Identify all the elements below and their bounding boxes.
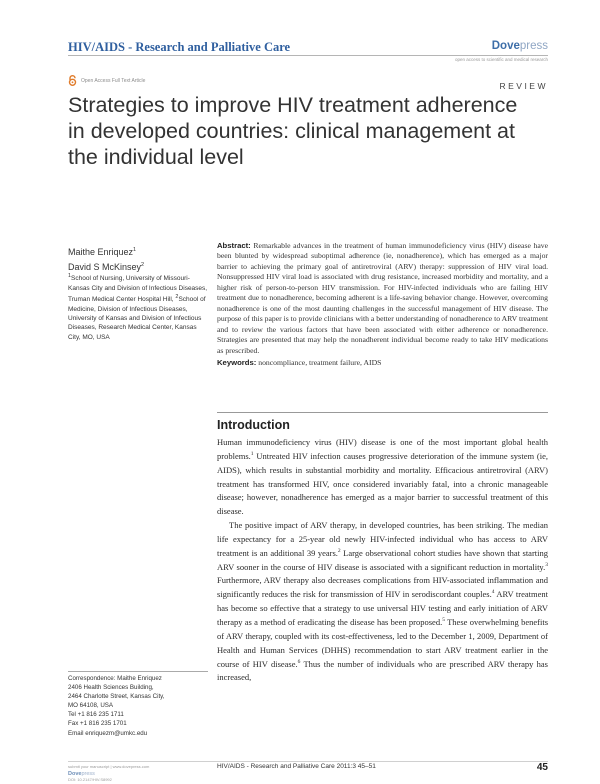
paragraph: [217, 436, 548, 519]
reference-marker: 4: [491, 589, 495, 596]
publisher-tagline: open access to scientific and medical research: [454, 57, 548, 62]
footer-left: [68, 764, 149, 784]
reference-marker: 6: [297, 658, 301, 665]
correspondence-tel: Tel +1 816 235 1711: [68, 711, 124, 719]
keywords-text: noncompliance, treatment failure, AIDS: [258, 357, 382, 367]
correspondence-divider: [68, 671, 208, 672]
correspondence-address-line: 2464 Charlotte Street, Kansas City,: [68, 693, 165, 701]
journal-title: HIV/AIDS - Research and Palliative Care: [68, 40, 291, 54]
affiliation-text: School of Medicine, Division of Infectious Diseases, University of Kansas and Division of Infectious Diseases, Research Medical Center, Kansas City, MO, USA: [68, 296, 206, 341]
open-access-lock-icon: [68, 75, 77, 86]
keywords-label: Keywords:: [217, 357, 257, 367]
article-title: Strategies to improve HIV treatment adherence in developed countries: clinical management at the individual level: [68, 93, 518, 169]
correspondence-block: [68, 674, 208, 738]
author-list: [68, 244, 144, 274]
abstract-text: Remarkable advances in the treatment of human immunodeficiency virus (HIV) disease have been blunted by widespread suboptimal adherence (ie, nonadherence), which has emerged as a major barrier to achieving the primary goal of antiretroviral (ARV) therapy: suppression of HIV viral load. Nonsuppressed HIV viral load is associated with drug resistance, increased morbidity and mortality, and a higher risk of person-to-person HIV transmission. For HIV-infected individuals who are failing HIV treatment due to nonadherence, becoming adherent is a life-saving behavior change. However, overcoming nonadherence is one of the most daunting challenges in the successful management of HIV disease. The purpose of this paper is to provide clinicians with a better understanding of nonadherence to ARV treatment and to review the various factors that have been associated with either adherence or nonadherence. Strategies are presented that may help the nonadherent individual become ready to take HIV medications as prescribed.: [217, 241, 549, 355]
open-access-badge: [68, 75, 145, 86]
abstract-divider: [217, 412, 548, 413]
body-text: ARV treatment has become so effective that a strategy to use universal HIV testing and early initiation of ARV therapy as a method of eradicating the disease has been proposed.: [217, 589, 548, 627]
body-text: Furthermore, ARV therapy also decreases complications from HIV-associated inflammation and significantly reduces the risk for transmission of HIV in serodiscordant couples.: [217, 575, 548, 600]
open-access-label: Open Access Full Text Article: [81, 77, 146, 84]
reference-marker: 2: [337, 547, 341, 554]
footer-brand-bold: Dove: [68, 770, 82, 777]
section-heading-introduction: Introduction: [217, 418, 290, 432]
correspondence-email[interactable]: Email enriquezm@umkc.edu: [68, 729, 148, 737]
publisher-name-light: press: [519, 40, 548, 52]
reference-marker: 5: [442, 617, 445, 624]
correspondence-address-line: 2406 Health Sciences Building,: [68, 684, 154, 692]
header-divider: [68, 55, 548, 56]
correspondence-label: Correspondence: Maithe Enriquez: [68, 675, 162, 682]
body-text: These overwhelming benefits of ARV therapy, coupled with its cost-effectiveness, led to the December 1, 2009, Department of Health and Human Services (DHHS) recommendation to start ARV treatment earlier in the course of HIV disease.: [217, 616, 549, 669]
body-text: The positive impact of ARV therapy, in developed countries, has been striking. The median life expectancy for a 25-year old newly HIV-infected individual who has access to ARV treatment is an additional 39 years.: [217, 520, 548, 558]
affiliation-text: School of Nursing, University of Missouri-Kansas City and Division of Infectious Diseases, Truman Medical Center Hospital Hill,: [68, 275, 208, 304]
paragraph: [217, 519, 548, 685]
publisher-logo: [492, 40, 548, 52]
abstract-label: Abstract:: [217, 241, 251, 250]
body-text: Thus the number of individuals who are prescribed ARV therapy has increased,: [217, 658, 548, 683]
abstract: [217, 241, 548, 368]
author-affiliation-marker: 2: [141, 262, 145, 268]
reference-marker: 1: [250, 451, 254, 458]
reference-marker: 3: [545, 561, 548, 568]
footer-brand-light: press: [81, 770, 95, 777]
page-number: 45: [536, 762, 548, 773]
correspondence-fax: Fax +1 816 235 1701: [68, 720, 127, 728]
publisher-name-bold: Dove: [491, 40, 520, 52]
body-text: Large observational cohort studies have shown that starting ARV sooner in the course of HIV disease is associated with a significant reduction in mortality.: [217, 547, 549, 572]
submit-manuscript-link[interactable]: submit your manuscript | www.dovepress.com: [68, 764, 150, 769]
body-text: Human immunodeficiency virus (HIV) disease is one of the most important global health problems.: [217, 437, 548, 461]
footer-divider: [68, 761, 548, 762]
affiliation-marker: 1: [68, 273, 72, 279]
author-1: [68, 244, 144, 259]
author-name: Maithe Enriquez: [68, 247, 134, 257]
introduction-body: [217, 436, 548, 685]
footer-doi: DOI: 10.2147/HIV.S8992: [68, 777, 112, 782]
footer-citation: HIV/AIDS - Research and Palliative Care 2011:3 45–51: [217, 763, 376, 770]
body-text: Untreated HIV infection causes progressive deterioration of the immune system (ie, AIDS), which results in substantial morbidity and mortality. Efficacious antiretroviral (ARV) treatment has transformed HIV, once considered invariably fatal, into a chronic manageable disease; however, nonadherence has emerged as a major barrier to successful treatment of this disease.: [217, 450, 548, 517]
author-name: David S McKinsey: [68, 262, 142, 272]
article-type-label: REVIEW: [499, 81, 548, 91]
correspondence-address-line: MO 64108, USA: [68, 702, 114, 710]
author-affiliation-marker: 1: [133, 247, 137, 253]
affiliation-marker: 2: [175, 293, 179, 300]
affiliations: [68, 272, 208, 342]
